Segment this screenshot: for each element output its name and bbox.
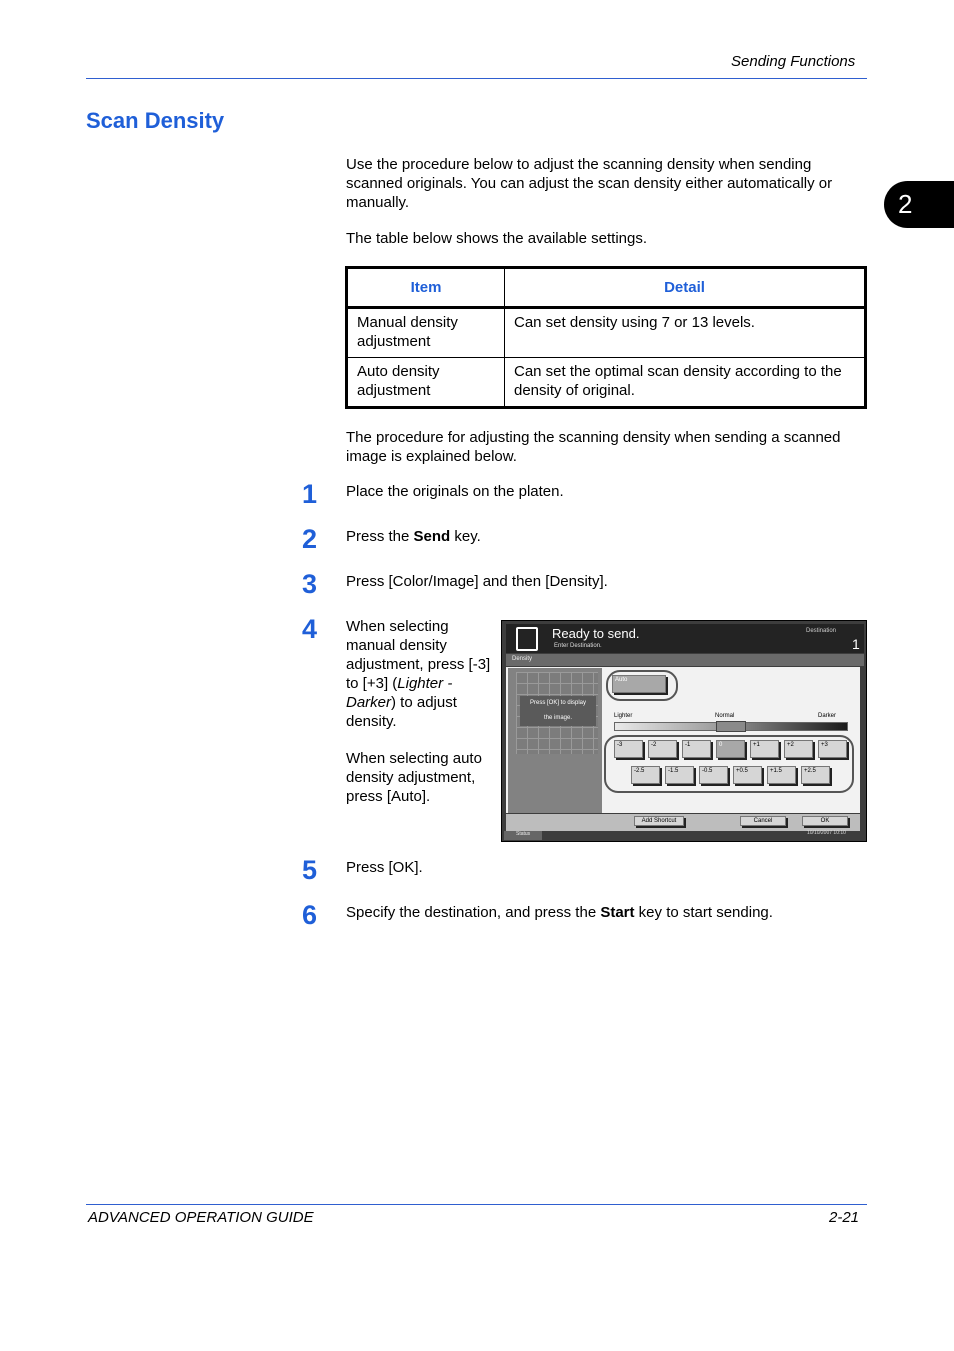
density-button[interactable]: -1.5	[665, 766, 694, 784]
density-button[interactable]: +3	[818, 740, 847, 758]
table-header-detail: Detail	[505, 268, 866, 308]
step-number: 1	[302, 479, 318, 509]
density-button[interactable]: +2	[784, 740, 813, 758]
table-cell: Can set density using 7 or 13 levels.	[505, 308, 866, 358]
preview-message: Press [OK] to display the image.	[520, 696, 596, 726]
density-button[interactable]: -2.5	[631, 766, 660, 784]
step-number: 3	[302, 569, 318, 599]
ok-button[interactable]: OK	[802, 816, 848, 826]
step-text: Specify the destination, and press the Start key to start sending.	[346, 904, 773, 921]
table-row	[347, 358, 866, 408]
procedure-intro: The procedure for adjusting the scanning density when sending a scanned image is explained below.	[346, 429, 841, 465]
screen-subtitle: Enter Destination.	[554, 643, 602, 649]
operation-panel-screenshot	[501, 620, 867, 842]
density-button[interactable]: +1.5	[767, 766, 796, 784]
section-title: Scan Density	[86, 108, 225, 133]
table-cell: Can set the optimal scan density according to the density of original.	[505, 358, 866, 408]
density-button[interactable]: +0.5	[733, 766, 762, 784]
cancel-button[interactable]: Cancel	[740, 816, 786, 826]
table-cell: Manual density adjustment	[347, 308, 505, 358]
running-header: Sending Functions	[731, 53, 856, 70]
density-button[interactable]: 0	[716, 740, 745, 758]
add-shortcut-button[interactable]: Add Shortcut	[634, 816, 684, 826]
density-tab[interactable]: Density	[506, 654, 864, 666]
chapter-tab: 2	[884, 181, 954, 228]
step-text: Press the Send key.	[346, 528, 481, 545]
document-icon	[516, 627, 538, 651]
intro-paragraph: Use the procedure below to adjust the scanning density when sending scanned originals. You can adjust the scan density either automatically or manually.	[346, 156, 833, 211]
table-cell: Auto density adjustment	[347, 358, 505, 408]
screen-title: Ready to send.	[552, 626, 640, 641]
table-header-item: Item	[347, 268, 505, 308]
table-intro: The table below shows the available settings.	[346, 230, 648, 247]
auto-button[interactable]: Auto	[612, 675, 666, 693]
bottom-bar	[506, 814, 860, 831]
table-row	[347, 308, 866, 358]
status-button[interactable]: Status	[504, 831, 542, 840]
density-panel	[506, 667, 860, 813]
settings-table	[345, 266, 867, 409]
density-button[interactable]: -2	[648, 740, 677, 758]
step-text: Place the originals on the platen.	[346, 483, 564, 500]
density-button[interactable]: -3	[614, 740, 643, 758]
normal-marker	[716, 721, 746, 732]
step-number: 4	[302, 614, 318, 644]
footer-guide-title: ADVANCED OPERATION GUIDE	[88, 1209, 314, 1226]
step-text: When selecting auto density adjustment, press [Auto].	[346, 750, 482, 805]
density-button[interactable]: -1	[682, 740, 711, 758]
normal-label: Normal	[715, 713, 735, 719]
step-text: Press [Color/Image] and then [Density].	[346, 573, 608, 590]
step-number: 2	[302, 524, 318, 554]
header-rule	[86, 78, 867, 79]
density-button[interactable]: +2.5	[801, 766, 830, 784]
destination-count: 1	[852, 636, 860, 652]
screen-title-bar	[506, 624, 864, 653]
destination-label: Destination	[806, 628, 837, 634]
step-text: Press [OK].	[346, 859, 423, 876]
darker-label: Darker	[818, 713, 837, 719]
lighter-label: Lighter	[614, 713, 633, 719]
footer-page-number: 2-21	[829, 1209, 860, 1226]
step-number: 5	[302, 855, 318, 885]
preview-area	[508, 668, 602, 813]
density-button[interactable]: -0.5	[699, 766, 728, 784]
step-text: When selecting manual density adjustment, press [-3] to [+3] (Lighter - Darker) to adjust density.	[346, 618, 491, 730]
step-number: 6	[302, 900, 318, 930]
datetime: 10/10/2007 10:10	[807, 830, 846, 836]
footer-rule	[86, 1204, 867, 1205]
density-button[interactable]: +1	[750, 740, 779, 758]
